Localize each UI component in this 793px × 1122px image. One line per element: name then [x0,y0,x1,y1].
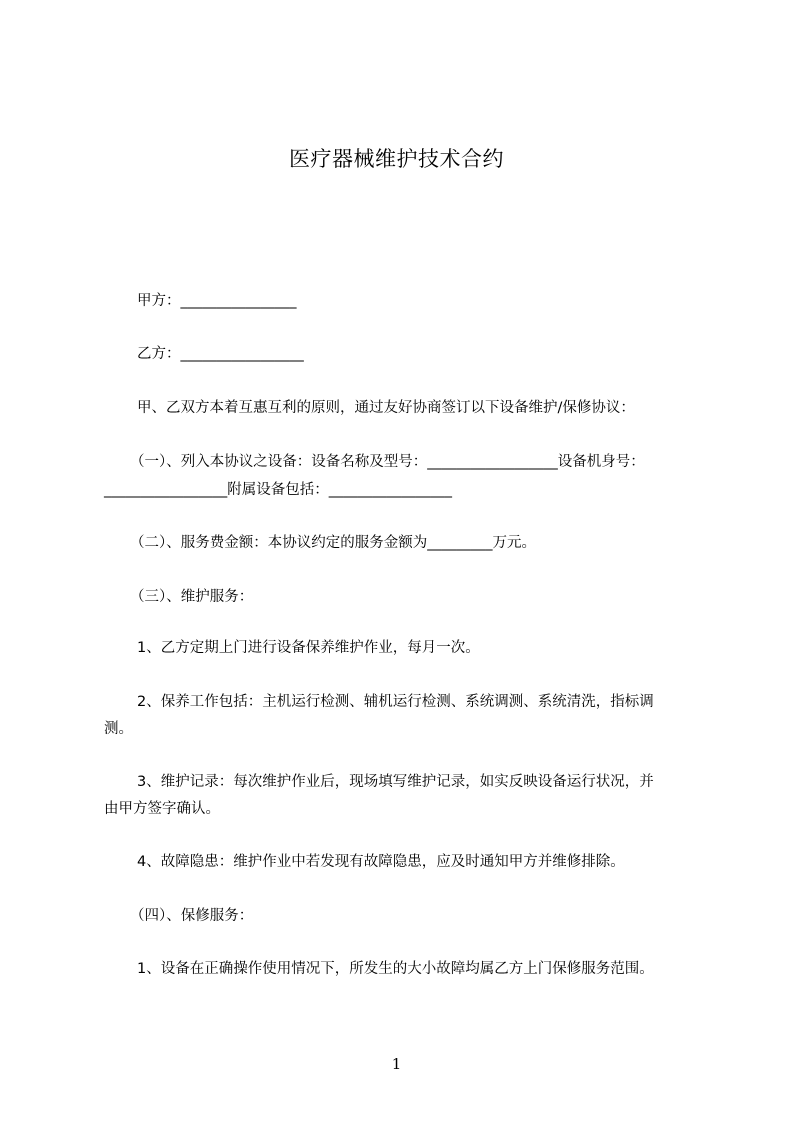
warranty-item-1: 1、设备在正确操作使用情况下，所发生的大小故障均属乙方上门保修服务范围。 [137,961,654,977]
intro-paragraph: 甲、乙双方本着互惠互利的原则，通过友好协商签订以下设备维护/保修协议： [137,400,635,416]
party-b-line: 乙方：_________________ [137,346,304,362]
section-2-line: （二）、服务费金额：本协议约定的服务金额为_________万元。 [130,535,536,551]
section-1-line-2: _________________附属设备包括：_________________ [104,482,452,498]
service-item-2-line-2: 测。 [104,721,133,737]
service-item-4: 4、故障隐患：维护作业中若发现有故障隐患，应及时通知甲方并维修排除。 [137,854,625,870]
section-1-line-1: （一）、列入本协议之设备：设备名称及型号：__________________设备机身号： [130,454,645,470]
service-item-1: 1、乙方定期上门进行设备保养维护作业，每月一次。 [137,640,480,656]
document-title: 医疗器械维护技术合约 [289,147,504,171]
service-item-2-line-1: 2、保养工作包括：主机运行检测、辅机运行检测、系统调测、系统清洗，指标调 [137,694,654,710]
section-3-heading: （三）、维护服务： [130,589,254,605]
party-a-line: 甲方：________________ [137,293,297,309]
service-item-3-line-1: 3、维护记录：每次维护作业后，现场填写维护记录，如实反映设备运行状况，并 [137,774,654,790]
section-4-heading: （四）、保修服务： [130,908,254,924]
service-item-3-line-2: 由甲方签字确认。 [104,801,220,817]
page-number: 1 [391,1055,402,1073]
